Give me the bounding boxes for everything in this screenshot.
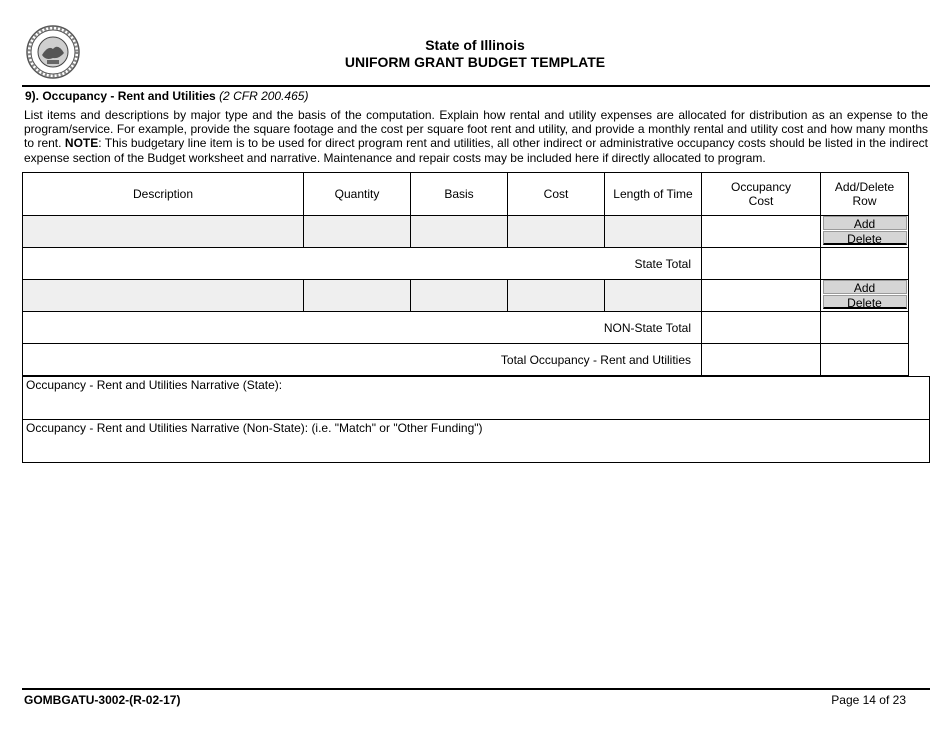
description-input[interactable] <box>23 280 304 312</box>
state-narrative-field[interactable] <box>22 376 930 420</box>
state-total-value <box>702 248 821 280</box>
non-state-narrative-field[interactable] <box>22 419 930 463</box>
quantity-input[interactable] <box>304 216 411 248</box>
state-total-label: State Total <box>23 248 702 280</box>
instructions-text-1: List items and descriptions by major type and the basis of the computation. Explain how rental and utility expenses are allocated for distribution as an expense to the program/service. For example, provide the square footage and the cost per square foot rent and utility, and provide a monthly rental and utility cost and how many months to rent. <box>24 108 928 151</box>
add-row-button[interactable]: Add <box>823 280 907 294</box>
grand-total-label: Total Occupancy - Rent and Utilities <box>23 344 702 376</box>
col-basis: Basis <box>411 173 508 216</box>
state-narrative-label: Occupancy - Rent and Utilities Narrative (State): <box>26 378 283 392</box>
non-state-total-label: NON-State Total <box>23 312 702 344</box>
table-header-row <box>23 173 909 216</box>
add-row-button[interactable]: Add <box>823 216 907 230</box>
form-title: UNIFORM GRANT BUDGET TEMPLATE <box>344 54 606 70</box>
occupancy-cost-value <box>702 216 821 248</box>
description-input[interactable] <box>23 216 304 248</box>
col-description: Description <box>23 173 304 216</box>
state-title: State of Illinois <box>425 37 525 53</box>
col-occupancy-cost: Occupancy Cost <box>702 173 821 216</box>
page-number: Page 14 of 23 <box>831 693 906 707</box>
cost-input[interactable] <box>508 280 605 312</box>
grand-total-spacer <box>821 344 909 376</box>
quantity-input[interactable] <box>304 280 411 312</box>
grand-total-value <box>702 344 821 376</box>
basis-input[interactable] <box>411 216 508 248</box>
non-state-narrative-label: Occupancy - Rent and Utilities Narrative (Non-State): (i.e. "Match" or "Other Funding") <box>26 421 483 435</box>
col-length-of-time: Length of Time <box>605 173 702 216</box>
occupancy-cost-value <box>702 280 821 312</box>
non-state-total-value <box>702 312 821 344</box>
header-divider <box>22 85 930 87</box>
table-row-state <box>23 216 909 248</box>
non-state-total-spacer <box>821 312 909 344</box>
section-instructions <box>24 108 928 165</box>
grand-total-row <box>23 344 909 376</box>
section-title: 9). Occupancy - Rent and Utilities <box>25 89 216 103</box>
delete-row-button[interactable]: Delete <box>823 231 907 245</box>
footer-divider <box>22 688 930 690</box>
col-quantity: Quantity <box>304 173 411 216</box>
occupancy-budget-table <box>22 172 909 376</box>
basis-input[interactable] <box>411 280 508 312</box>
col-cost: Cost <box>508 173 605 216</box>
length-of-time-input[interactable] <box>605 216 702 248</box>
section-citation: (2 CFR 200.465) <box>219 89 309 103</box>
state-total-row <box>23 248 909 280</box>
cost-input[interactable] <box>508 216 605 248</box>
delete-row-button[interactable]: Delete <box>823 295 907 309</box>
instructions-text-2: : This budgetary line item is to be used for direct program rent and utilities, all other indirect or administrative occupancy costs should be listed in the indirect expense section of the Budget worksheet and narrative. Maintenance and repair costs may be included here if directly allocated to program. <box>24 136 929 165</box>
note-label: NOTE <box>64 136 99 151</box>
col-add-delete-row: Add/Delete Row <box>821 173 909 216</box>
state-total-spacer <box>821 248 909 280</box>
row-actions <box>821 216 909 248</box>
non-state-total-row <box>23 312 909 344</box>
length-of-time-input[interactable] <box>605 280 702 312</box>
table-row-non-state <box>23 280 909 312</box>
row-actions <box>821 280 909 312</box>
section-heading <box>25 89 308 103</box>
form-id: GOMBGATU-3002-(R-02-17) <box>24 693 181 707</box>
